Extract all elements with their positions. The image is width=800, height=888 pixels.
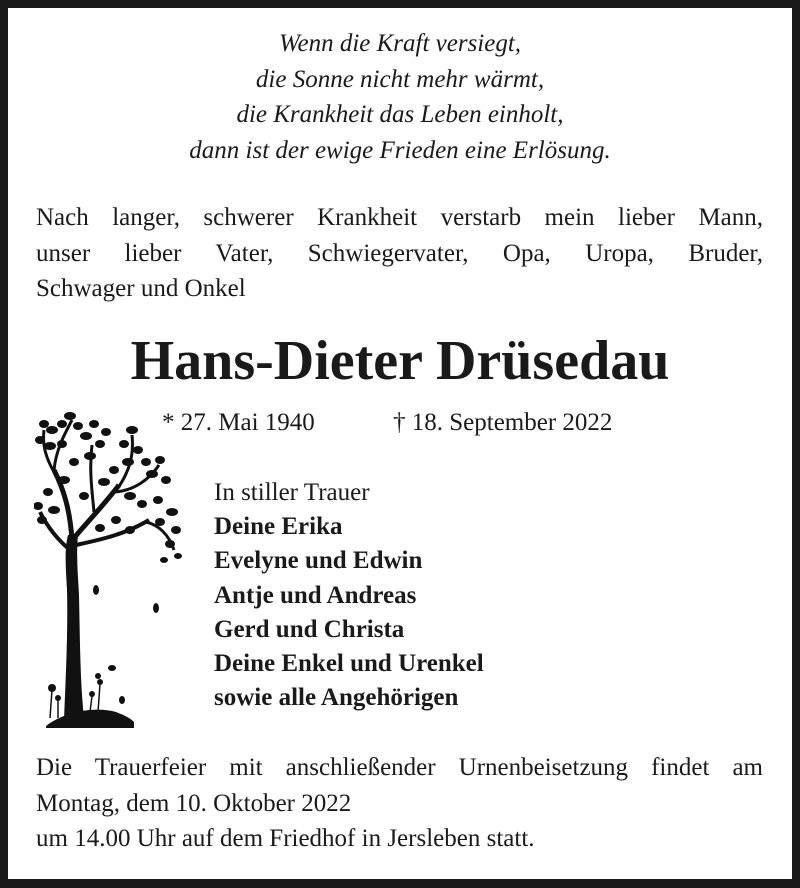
announcement-line: unser lieber Vater, Schwiegervater, Opa, Uropa, Bruder, — [36, 239, 763, 267]
mourner-name: Deine Enkel und Urenkel — [214, 650, 484, 678]
funeral-line: Die Trauerfeier mit anschließender Urnenbeisetzung findet am — [36, 754, 763, 781]
announcement-line: Schwager und Onkel — [36, 275, 246, 302]
announcement-line: Nach langer, schwerer Krankheit verstarb mein lieber Mann, — [36, 204, 763, 231]
funeral-details — [36, 750, 763, 857]
mourner-name: Evelyne und Edwin — [214, 547, 423, 575]
tree-icon — [34, 400, 184, 730]
poem-line: die Krankheit das Leben einholt, — [236, 101, 564, 128]
mourner-name: Antje und Andreas — [214, 581, 417, 609]
funeral-line: um 14.00 Uhr auf dem Friedhof in Jersleben statt. — [36, 825, 535, 852]
deceased-name: Hans-Dieter Drüsedau — [130, 330, 670, 392]
poem — [0, 26, 800, 168]
birth-date: * 27. Mai 1940 — [162, 409, 315, 436]
mourners-heading: In stiller Trauer — [214, 479, 370, 506]
poem-line: dann ist der ewige Frieden eine Erlösung. — [189, 136, 611, 164]
mourner-name: Gerd und Christa — [214, 615, 405, 643]
mourner-name: Deine Erika — [214, 513, 343, 541]
funeral-line: Montag, dem 10. Oktober 2022 — [36, 789, 352, 817]
death-date: † 18. September 2022 — [393, 409, 613, 436]
mourners-list — [214, 476, 484, 715]
mourner-name: sowie alle Angehörigen — [214, 684, 459, 712]
poem-line: Wenn die Kraft versiegt, — [278, 30, 522, 57]
poem-line: die Sonne nicht mehr wärmt, — [255, 65, 545, 93]
announcement-text — [36, 200, 763, 307]
